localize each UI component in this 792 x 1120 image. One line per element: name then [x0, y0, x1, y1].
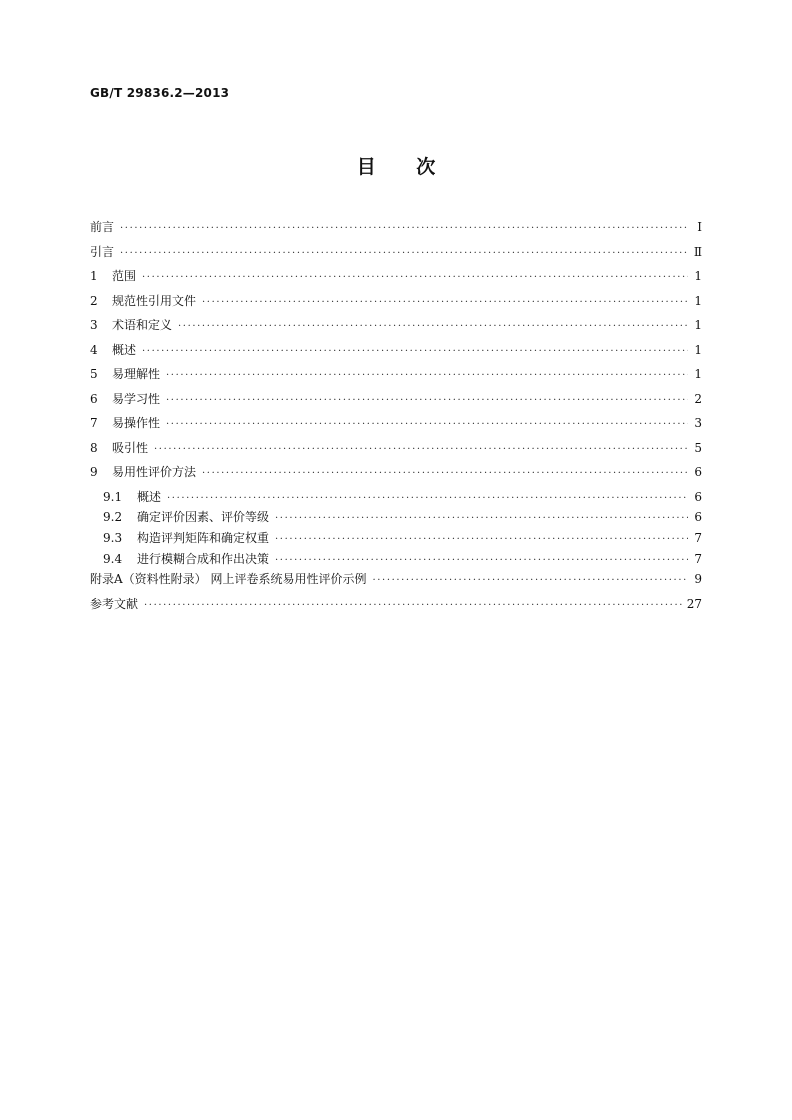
dot-leader	[144, 600, 683, 611]
toc-entry-number: 9.2	[103, 510, 123, 525]
dot-leader	[178, 321, 688, 332]
toc-entry-page: 6	[694, 510, 702, 525]
toc-entry-label: 范围	[112, 269, 137, 283]
page-title: 目 次	[356, 156, 436, 178]
toc-entry-label: 引言	[90, 244, 115, 259]
toc-entry[interactable]	[90, 595, 702, 620]
toc-entry-page: 1	[694, 342, 702, 357]
toc-entry-number: 8	[90, 440, 98, 455]
toc-entry[interactable]	[90, 439, 702, 464]
toc-entry-label: 进行模糊合成和作出决策	[137, 551, 270, 566]
dot-leader	[167, 493, 688, 504]
toc-entry-label: 参考文献	[90, 596, 139, 611]
toc-entry[interactable]	[90, 341, 702, 366]
toc-entry[interactable]	[90, 488, 702, 509]
standard-code: GB/T 29836.2—2013	[90, 86, 230, 100]
toc-entry-page: 1	[694, 293, 702, 308]
toc-entry-number: 1	[90, 269, 98, 283]
toc-entry-number: 3	[90, 318, 98, 332]
toc-entry-page: 9	[694, 572, 702, 587]
dot-leader	[372, 575, 688, 586]
dot-leader	[142, 346, 688, 357]
toc-entry[interactable]	[90, 316, 702, 341]
toc-entry-label: 概述	[137, 489, 162, 504]
toc-entry-number: 9.3	[103, 530, 123, 545]
toc-entry-page: 6	[694, 489, 702, 504]
toc-entry-page: 1	[694, 269, 702, 283]
toc-entry-page: 3	[694, 416, 702, 430]
toc-entry[interactable]	[90, 529, 702, 550]
toc-entry-number: 9.1	[103, 489, 123, 504]
toc-entry-page: 6	[694, 465, 702, 479]
toc-entry-number: 2	[90, 293, 98, 308]
toc-entry-page: 27	[686, 596, 702, 611]
toc-entry[interactable]	[90, 243, 702, 268]
dot-leader	[275, 513, 688, 524]
toc-entry-page: 1	[694, 367, 702, 381]
toc-entry[interactable]	[90, 365, 702, 390]
toc-entry-label: 构造评判矩阵和确定权重	[137, 530, 270, 545]
toc-entry-label: 易用性评价方法	[112, 465, 197, 479]
toc-entry-number: 4	[90, 342, 98, 357]
toc-entry-page: Ⅱ	[693, 244, 702, 259]
toc-entry-number: 9	[90, 465, 98, 479]
toc-entry[interactable]	[90, 463, 702, 488]
toc-entry-label: 附录A（资料性附录） 网上评卷系统易用性评价示例	[90, 572, 367, 587]
dot-leader	[166, 370, 688, 381]
dot-leader	[166, 419, 688, 430]
toc-entry-label: 易理解性	[112, 367, 161, 381]
table-of-contents	[90, 218, 702, 619]
toc-entry[interactable]	[90, 218, 702, 243]
dot-leader	[275, 555, 688, 566]
toc-entry-number: 9.4	[103, 551, 123, 566]
dot-leader	[275, 534, 688, 545]
toc-entry[interactable]	[90, 550, 702, 571]
toc-entry-label: 易学习性	[112, 391, 161, 406]
toc-entry-page: 2	[694, 391, 702, 406]
toc-entry-number: 7	[90, 416, 98, 430]
toc-entry-label: 术语和定义	[112, 318, 173, 332]
toc-entry-page: 5	[694, 440, 702, 455]
toc-entry[interactable]	[90, 508, 702, 529]
dot-leader	[142, 272, 688, 283]
toc-entry[interactable]	[90, 292, 702, 317]
toc-entry-page: 7	[694, 530, 702, 545]
toc-entry[interactable]	[90, 414, 702, 439]
toc-entry-label: 易操作性	[112, 416, 161, 430]
toc-entry-page: 7	[694, 551, 702, 566]
toc-entry-label: 确定评价因素、评价等级	[137, 510, 270, 525]
toc-entry-label: 概述	[112, 342, 137, 357]
toc-entry-number: 6	[90, 391, 98, 406]
dot-leader	[120, 223, 688, 234]
dot-leader	[120, 248, 688, 259]
dot-leader	[202, 468, 688, 479]
dot-leader	[154, 444, 688, 455]
toc-entry-page: Ⅰ	[697, 220, 702, 234]
toc-entry[interactable]	[90, 390, 702, 415]
toc-entry[interactable]	[90, 267, 702, 292]
toc-entry-label: 规范性引用文件	[112, 293, 197, 308]
toc-entry[interactable]	[90, 570, 702, 595]
toc-entry-label: 前言	[90, 220, 115, 234]
dot-leader	[166, 395, 688, 406]
toc-entry-number: 5	[90, 367, 98, 381]
toc-entry-label: 吸引性	[112, 440, 149, 455]
dot-leader	[202, 297, 688, 308]
toc-entry-page: 1	[694, 318, 702, 332]
